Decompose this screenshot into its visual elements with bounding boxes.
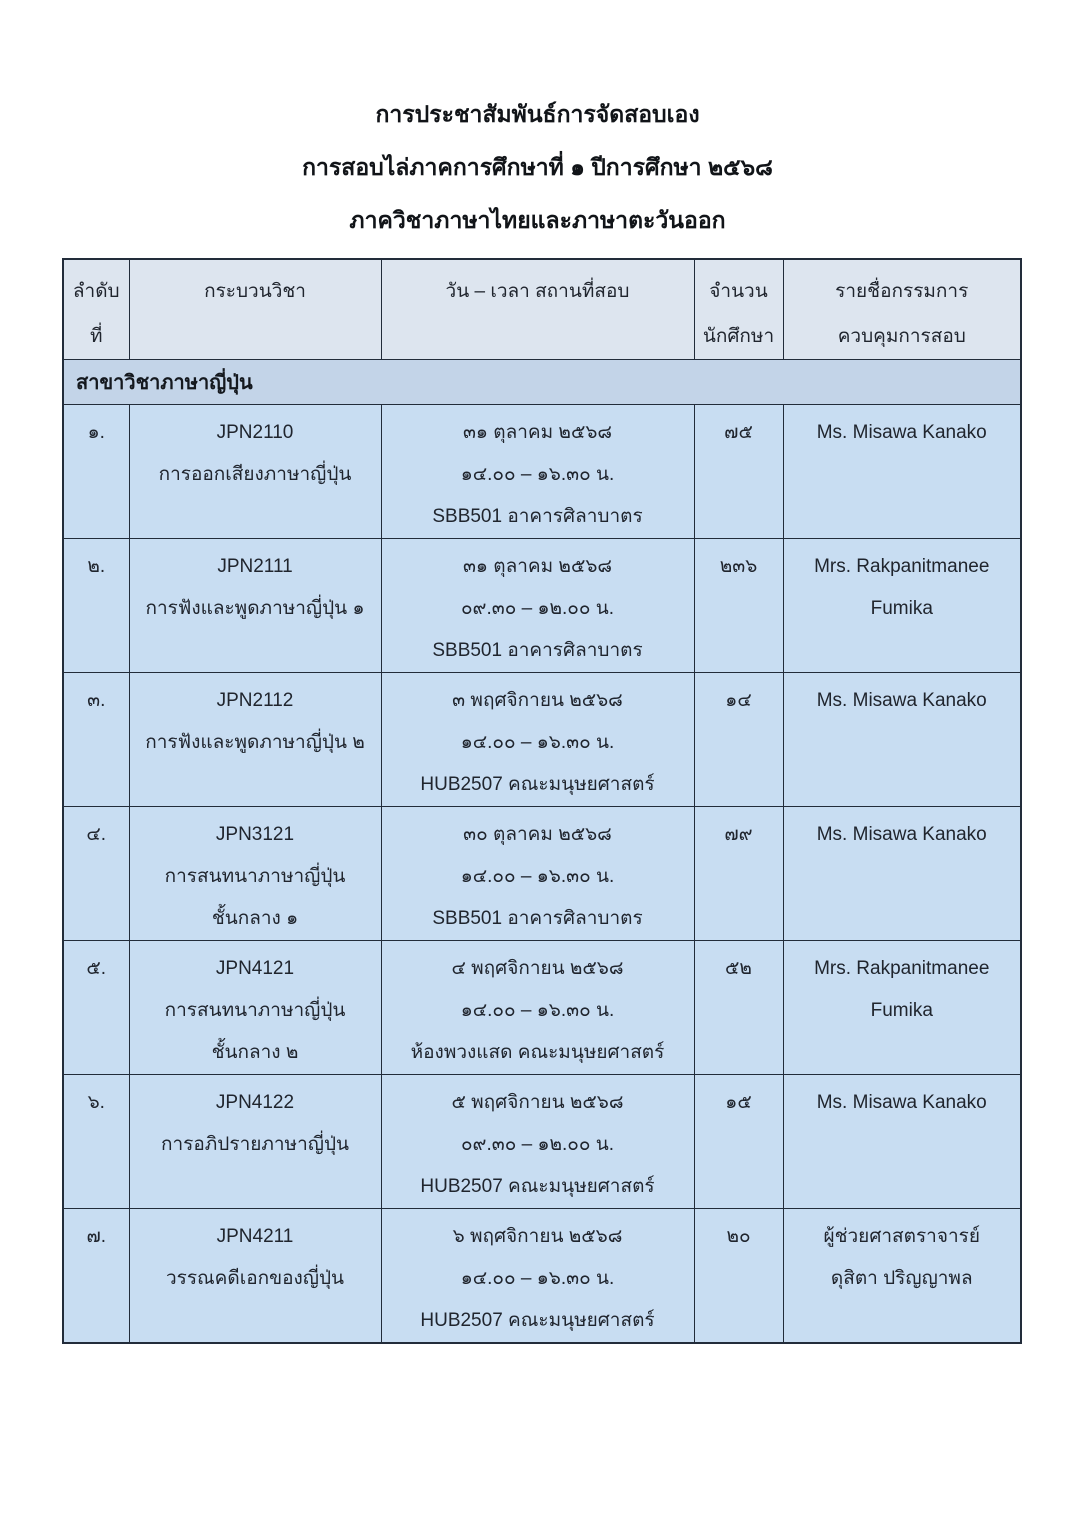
cell-line: Fumika: [870, 598, 933, 619]
cell-line: ๑๕: [725, 1092, 752, 1113]
students-cell: [694, 673, 783, 807]
schedule-cell: [381, 405, 694, 539]
cell-line: JPN3121: [215, 824, 295, 845]
section-header-cell: สาขาวิชาภาษาญี่ปุ่น: [63, 360, 1021, 405]
header-line: ที่: [89, 326, 103, 347]
header-course: [129, 259, 381, 360]
schedule-cell: [381, 673, 694, 807]
cell-line: วรรณคดีเอกของญี่ปุ่น: [165, 1268, 345, 1289]
course-cell: [129, 405, 381, 539]
cell-line: HUB2507 คณะมนุษยศาสตร์: [420, 1176, 655, 1197]
schedule-cell: [381, 941, 694, 1075]
order-cell: [63, 673, 129, 807]
document-title-block: [0, 88, 1075, 247]
course-cell: [129, 1209, 381, 1344]
course-cell: [129, 673, 381, 807]
header-line: กระบวนวิชา: [204, 281, 306, 302]
cell-line: ห้องพวงแสด คณะมนุษยศาสตร์: [410, 1042, 665, 1063]
proctor-cell: [783, 1209, 1021, 1344]
cell-line: ๕.: [86, 958, 107, 979]
cell-line: HUB2507 คณะมนุษยศาสตร์: [420, 774, 655, 795]
cell-line: การอภิปรายภาษาญี่ปุ่น: [160, 1134, 349, 1155]
cell-line: ๒.: [87, 556, 106, 577]
cell-line: ๓๑ ตุลาคม ๒๕๖๘: [462, 556, 613, 577]
schedule-cell: [381, 539, 694, 673]
table-header-row: [63, 259, 1021, 360]
title-line-2: การสอบไล่ภาคการศึกษาที่ ๑ ปีการศึกษา ๒๕๖๘: [302, 154, 773, 180]
cell-line: ดุสิตา ปริญญาพล: [830, 1268, 973, 1289]
cell-line: JPN4122: [215, 1092, 295, 1113]
cell-line: ๗.: [86, 1226, 107, 1247]
cell-line: ๑.: [87, 422, 105, 443]
course-cell: [129, 1075, 381, 1209]
cell-line: JPN4121: [215, 958, 295, 979]
cell-line: ๔ พฤศจิกายน ๒๕๖๘: [451, 958, 624, 979]
cell-line: ๒๓๖: [719, 556, 758, 577]
title-line-1: การประชาสัมพันธ์การจัดสอบเอง: [375, 101, 700, 127]
order-cell: [63, 539, 129, 673]
cell-line: ๗๕: [724, 422, 753, 443]
cell-line: SBB501 อาคารศิลาบาตร: [432, 908, 643, 929]
cell-line: Fumika: [870, 1000, 933, 1021]
proctor-cell: [783, 941, 1021, 1075]
table-row: [63, 1075, 1021, 1209]
cell-line: การสนทนาภาษาญี่ปุ่น: [164, 866, 346, 887]
proctor-cell: [783, 1075, 1021, 1209]
students-cell: [694, 941, 783, 1075]
header-line: ควบคุมการสอบ: [837, 326, 966, 347]
cell-line: JPN2112: [216, 690, 294, 711]
cell-line: ๑๔.๐๐ – ๑๖.๓๐ น.: [460, 464, 615, 485]
cell-line: ๑๔: [725, 690, 752, 711]
cell-line: ๒๐: [726, 1226, 751, 1247]
cell-line: Ms. Misawa Kanako: [816, 1092, 987, 1113]
header-students: [694, 259, 783, 360]
cell-line: ๑๔.๐๐ – ๑๖.๓๐ น.: [460, 866, 615, 887]
section-header-row: [63, 360, 1021, 405]
cell-line: ๖ พฤศจิกายน ๒๕๖๘: [452, 1226, 623, 1247]
cell-line: การออกเสียงภาษาญี่ปุ่น: [158, 464, 352, 485]
cell-line: JPN4211: [216, 1226, 294, 1247]
cell-line: Ms. Misawa Kanako: [816, 824, 987, 845]
cell-line: ๓ พฤศจิกายน ๒๕๖๘: [452, 690, 623, 711]
cell-line: ๓๑ ตุลาคม ๒๕๖๘: [462, 422, 613, 443]
order-cell: [63, 1209, 129, 1344]
table-row: [63, 539, 1021, 673]
header-line: นักศึกษา: [702, 326, 775, 347]
cell-line: JPN2110: [216, 422, 294, 443]
header-line: จำนวน: [709, 281, 768, 302]
order-cell: [63, 1075, 129, 1209]
proctor-cell: [783, 673, 1021, 807]
header-line: วัน – เวลา สถานที่สอบ: [445, 281, 630, 302]
cell-line: ๐๙.๓๐ – ๑๒.๐๐ น.: [460, 1134, 615, 1155]
cell-line: ๓๐ ตุลาคม ๒๕๖๘: [463, 824, 612, 845]
schedule-cell: [381, 807, 694, 941]
header-order: [63, 259, 129, 360]
order-cell: [63, 807, 129, 941]
cell-line: ๔.: [86, 824, 107, 845]
students-cell: [694, 1075, 783, 1209]
cell-line: Ms. Misawa Kanako: [816, 422, 987, 443]
table-row: [63, 405, 1021, 539]
cell-line: ๕ พฤศจิกายน ๒๕๖๘: [451, 1092, 624, 1113]
table-row: [63, 673, 1021, 807]
cell-line: ชั้นกลาง ๒: [211, 1042, 299, 1063]
schedule-cell: [381, 1209, 694, 1344]
cell-line: ๑๔.๐๐ – ๑๖.๓๐ น.: [460, 1000, 615, 1021]
cell-line: ๑๔.๐๐ – ๑๖.๓๐ น.: [460, 1268, 615, 1289]
course-cell: [129, 941, 381, 1075]
students-cell: [694, 1209, 783, 1344]
cell-line: การสนทนาภาษาญี่ปุ่น: [164, 1000, 346, 1021]
order-cell: [63, 405, 129, 539]
cell-line: ๖.: [87, 1092, 105, 1113]
exam-table-body: [63, 405, 1021, 1344]
table-row: [63, 807, 1021, 941]
cell-line: Ms. Misawa Kanako: [816, 690, 987, 711]
cell-line: HUB2507 คณะมนุษยศาสตร์: [420, 1310, 655, 1331]
cell-line: SBB501 อาคารศิลาบาตร: [432, 640, 643, 661]
header-proctor: [783, 259, 1021, 360]
course-cell: [129, 807, 381, 941]
cell-line: JPN2111: [217, 556, 293, 577]
students-cell: [694, 405, 783, 539]
proctor-cell: [783, 405, 1021, 539]
cell-line: Mrs. Rakpanitmanee: [814, 556, 990, 577]
order-cell: [63, 941, 129, 1075]
table-row: [63, 1209, 1021, 1344]
header-line: รายชื่อกรรมการ: [835, 281, 969, 302]
cell-line: Mrs. Rakpanitmanee: [814, 958, 990, 979]
cell-line: ๗๙: [724, 824, 753, 845]
cell-line: การฟังและพูดภาษาญี่ปุ่น ๒: [145, 732, 365, 753]
cell-line: ชั้นกลาง ๑: [211, 908, 299, 929]
exam-schedule-table: [62, 258, 1022, 1344]
cell-line: SBB501 อาคารศิลาบาตร: [432, 506, 643, 527]
course-cell: [129, 539, 381, 673]
cell-line: ๐๙.๓๐ – ๑๒.๐๐ น.: [460, 598, 615, 619]
cell-line: ผู้ช่วยศาสตราจารย์: [823, 1226, 980, 1247]
cell-line: ๕๒: [725, 958, 752, 979]
schedule-cell: [381, 1075, 694, 1209]
header-line: ลำดับ: [72, 281, 120, 302]
students-cell: [694, 807, 783, 941]
students-cell: [694, 539, 783, 673]
table-row: [63, 941, 1021, 1075]
proctor-cell: [783, 807, 1021, 941]
cell-line: ๓.: [87, 690, 106, 711]
proctor-cell: [783, 539, 1021, 673]
cell-line: ๑๔.๐๐ – ๑๖.๓๐ น.: [460, 732, 615, 753]
title-line-3: ภาควิชาภาษาไทยและภาษาตะวันออก: [349, 207, 726, 233]
header-schedule: [381, 259, 694, 360]
cell-line: การฟังและพูดภาษาญี่ปุ่น ๑: [145, 598, 365, 619]
